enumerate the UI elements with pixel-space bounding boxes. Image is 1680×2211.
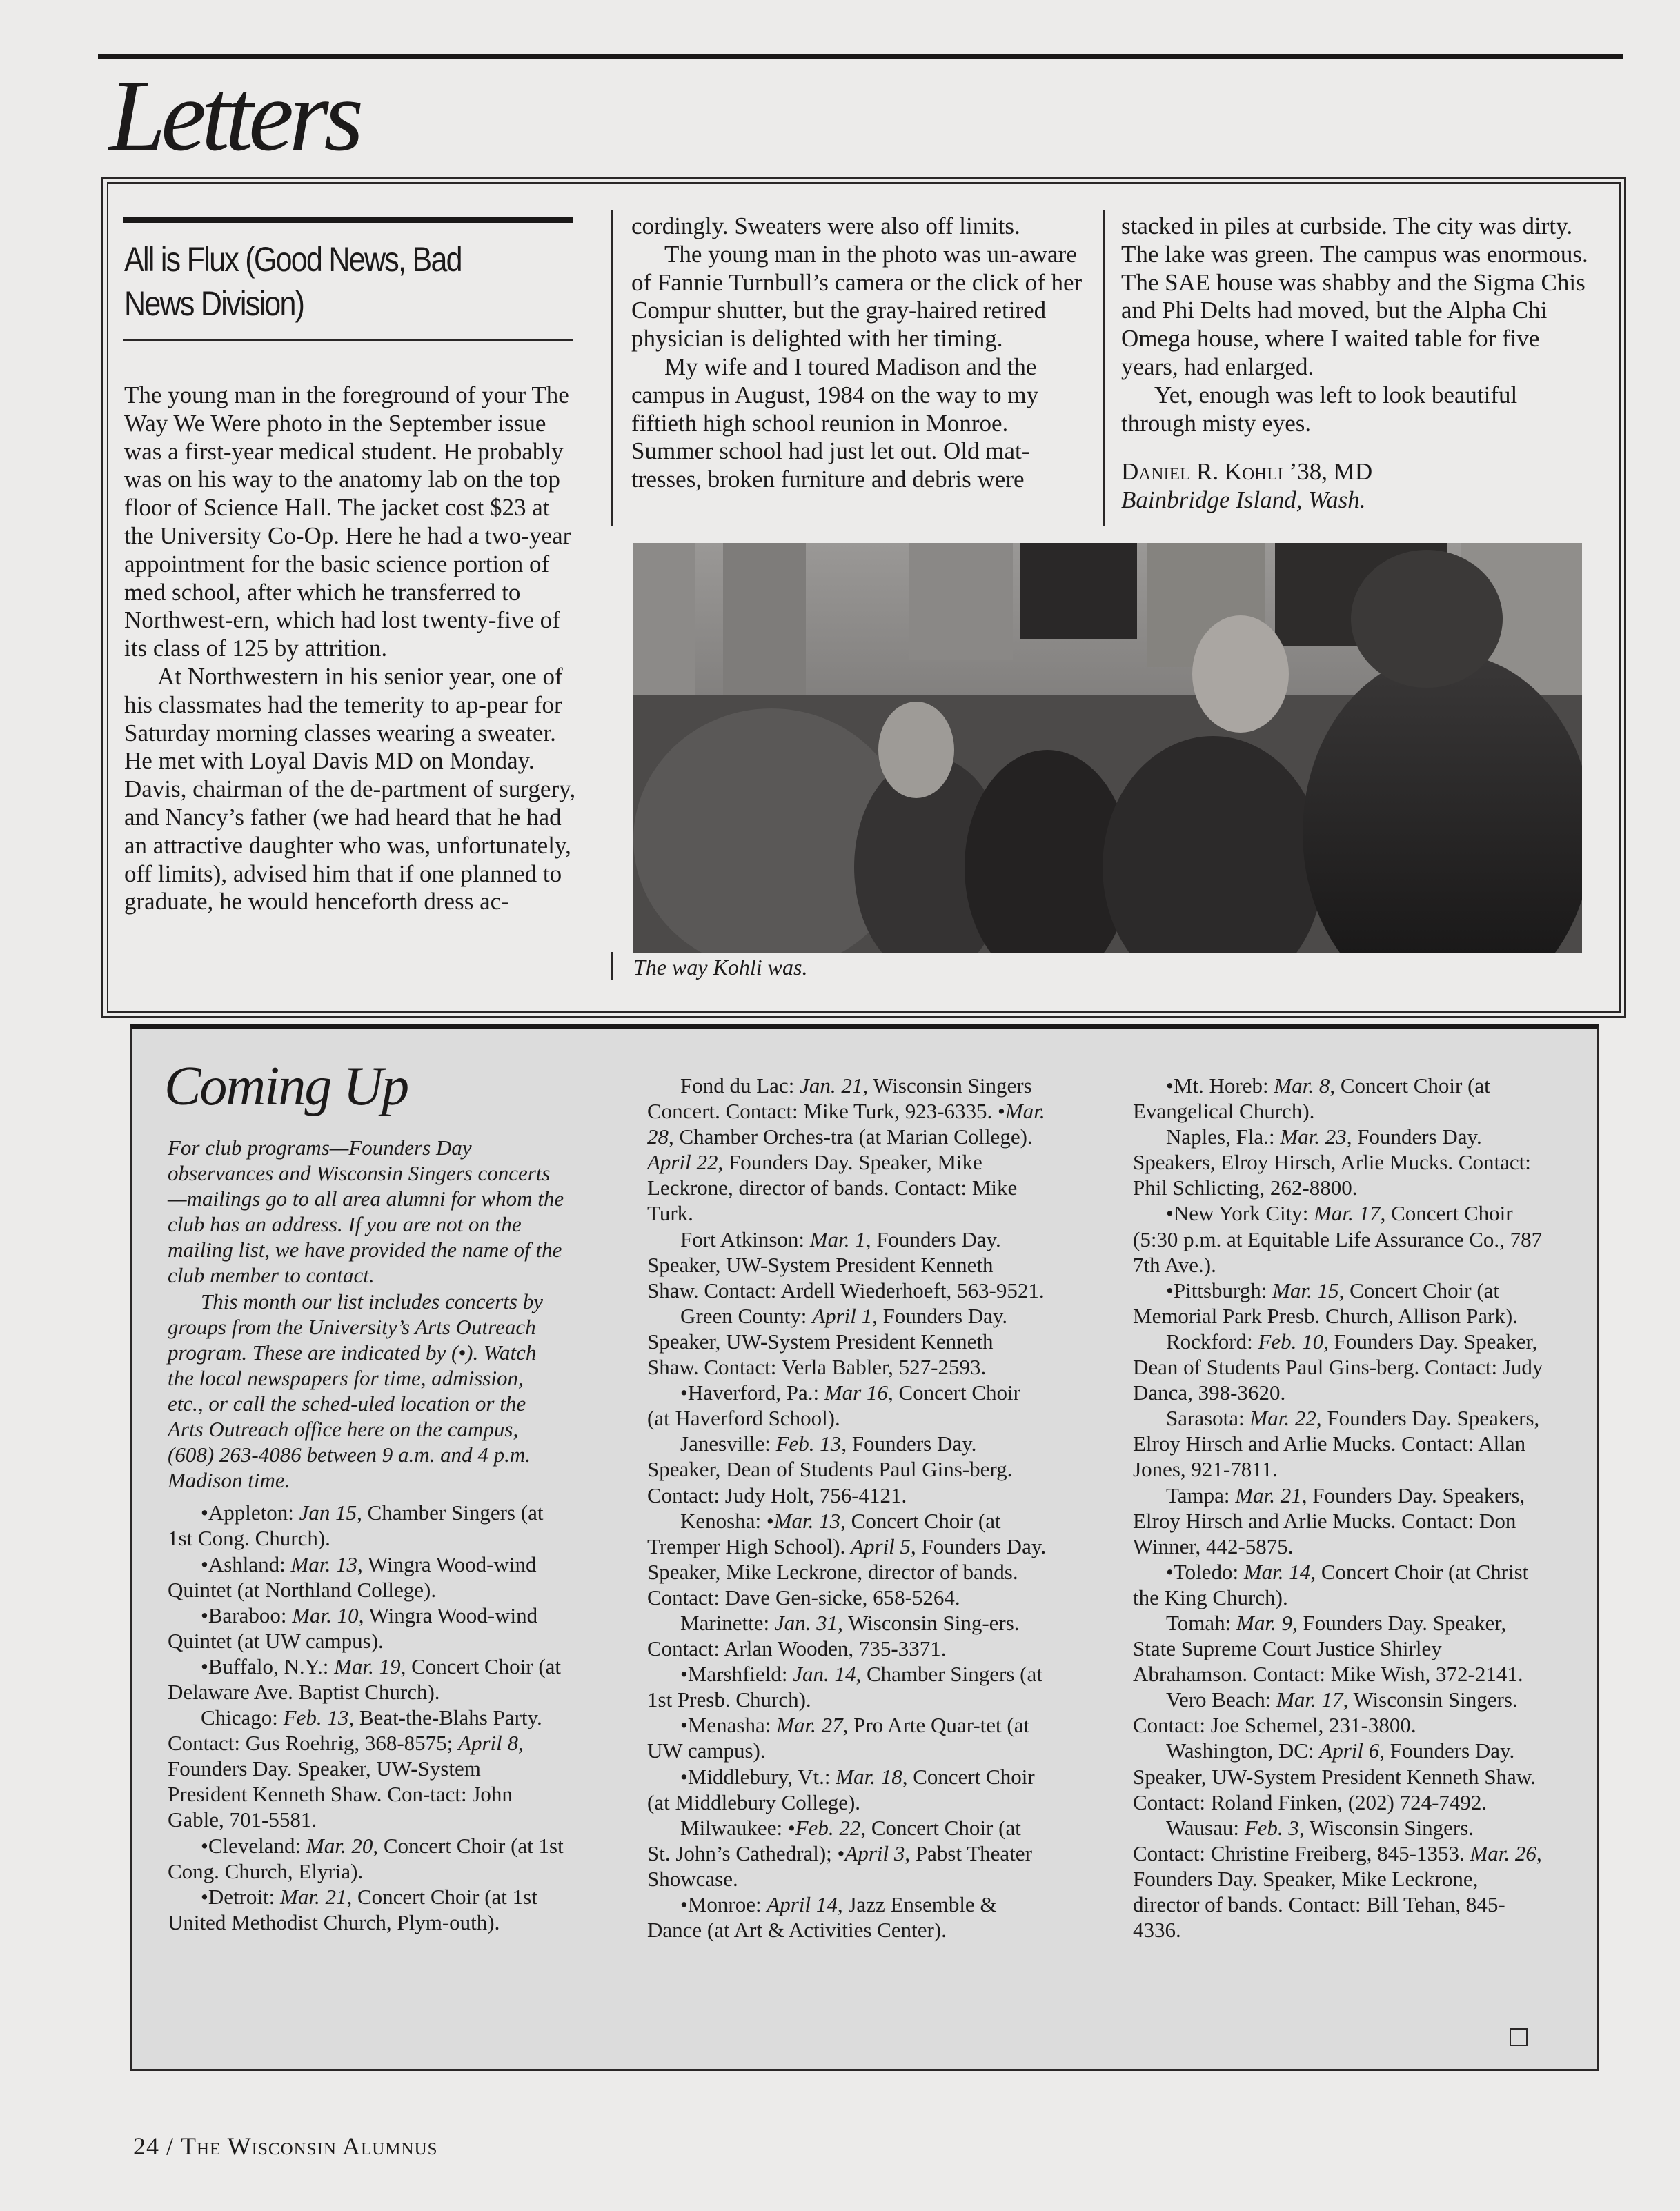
event-date: Mar. 21: [1235, 1483, 1302, 1507]
event-date: April 1: [812, 1303, 873, 1328]
event-text: Fort Atkinson:: [680, 1227, 810, 1251]
event-text: •Menasha:: [680, 1713, 777, 1738]
event-entry: [647, 1610, 1047, 1661]
event-text: , Jazz Ensemble & Dance (at Art & Activities Center).: [647, 1892, 997, 1943]
event-text: , Founders Day. Speaker, Mike Leckrone, director of bands. Contact: Dave Gen-sicke, 658-5264.: [647, 1534, 1047, 1609]
event-text: , Concert Choir (at 1st Cong. Church, Elyria).: [168, 1833, 564, 1883]
event-text: , Concert Choir (at Delaware Ave. Baptist Church).: [168, 1654, 562, 1704]
letter-paragraph: Yet, enough was left to look beautiful through misty eyes.: [1121, 381, 1518, 437]
event-text: , Founders Day. Speakers, Elroy Hirsch and Arlie Mucks. Contact: Allan Jones, 921-7811.: [1133, 1406, 1540, 1482]
event-entry: [1133, 1610, 1547, 1687]
event-entry: [168, 1603, 564, 1654]
event-text: •Buffalo, N.Y.:: [201, 1654, 335, 1678]
event-date: Mar. 18: [836, 1764, 902, 1789]
event-text: , Wingra Wood-wind Quintet (at UW campus).: [168, 1603, 538, 1653]
event-text: , Concert Choir (at Tremper High School).: [647, 1508, 1001, 1558]
event-text: , Founders Day. Speaker, UW-System President Kenneth Shaw. Con-tact: John Gable, 701-5581.: [168, 1731, 524, 1832]
publication-name: The Wisconsin Alumnus: [181, 2132, 438, 2160]
event-text: Green County:: [680, 1303, 813, 1328]
event-text: , Founders Day. Speaker, UW-System President Kenneth Shaw. Contact: Verla Babler, 527-2593.: [647, 1303, 1008, 1380]
signature-name: Daniel R. Kohli ’38, MD: [1121, 458, 1373, 486]
event-date: April 3: [844, 1841, 905, 1865]
letter-column-1: [124, 381, 584, 916]
event-entry: [647, 1815, 1047, 1892]
event-date: Feb. 13: [775, 1431, 842, 1456]
event-date: Mar. 20: [306, 1833, 373, 1858]
event-date: Feb. 13: [283, 1705, 349, 1730]
event-text: •Toledo:: [1166, 1559, 1244, 1584]
event-text: , Chamber Singers (at 1st Cong. Church).: [168, 1500, 544, 1551]
event-entry: [168, 1884, 564, 1935]
letter-column-3: [1121, 212, 1594, 515]
photo-caption: The way Kohli was.: [633, 955, 808, 980]
event-entry: [168, 1833, 564, 1884]
event-text: •Monroe:: [680, 1892, 767, 1916]
signature-location: Bainbridge Island, Wash.: [1121, 486, 1366, 514]
event-date: Mar. 23: [1280, 1124, 1347, 1149]
event-date: Jan. 14: [793, 1662, 856, 1687]
event-entry: [647, 1073, 1047, 1227]
coming-up-column-3: [1133, 1073, 1547, 1943]
page-number: 24: [133, 2132, 159, 2160]
event-text: •Middlebury, Vt.:: [680, 1764, 836, 1789]
event-text: , Wisconsin Sing-ers. Contact: Arlan Wooden, 735-3371.: [647, 1610, 1020, 1661]
event-entry: [1133, 1687, 1547, 1738]
coming-up-intro: For club programs—Founders Day observances and Wisconsin Singers concerts—mailings go to all area alumni for whom the club has an address. If you are not on the mailing list, we have provided the name of the club member to contact.: [168, 1136, 564, 1288]
column-divider: [1103, 210, 1105, 526]
event-text: Marinette:: [680, 1610, 775, 1635]
event-entry: [1133, 1815, 1547, 1943]
letter-paragraph: stacked in piles at curbside. The city was dirty. The lake was green. The campus was enormous. The SAE house was shabby and the Sigma Chis and Phi Delts had moved, but the Alpha Chi Omega house, where I waited table for five years, had enlarged.: [1121, 212, 1588, 380]
event-text: , Concert Choir (at St. John’s Cathedral); •: [647, 1815, 1021, 1865]
event-entry: [168, 1705, 564, 1832]
footer-separator: /: [166, 2132, 175, 2160]
event-date: Mar. 1: [809, 1227, 866, 1251]
event-date: Mar. 10: [292, 1603, 359, 1627]
coming-up-title: Coming Up: [164, 1056, 408, 1117]
event-date: Mar. 15: [1272, 1278, 1339, 1302]
event-date: Jan. 21: [800, 1073, 863, 1098]
event-text: •Baraboo:: [201, 1603, 293, 1627]
event-entry: [168, 1654, 564, 1705]
event-date: Mar. 27: [776, 1713, 843, 1738]
page-footer: [133, 2132, 438, 2161]
event-date: April 6: [1319, 1738, 1380, 1763]
event-date: Jan 15: [299, 1500, 357, 1525]
event-text: , Founders Day. Speaker, UW-System President Kenneth Shaw. Contact: Ardell Wiederhoeft, 563-9521.: [647, 1227, 1045, 1302]
letter-paragraph: The young man in the photo was un-aware of Fannie Turnbull’s camera or the click of her Compur shutter, but the gray-haired retired physician is delighted with her timing.: [631, 240, 1083, 353]
letter-paragraph: My wife and I toured Madison and the campus in August, 1984 on the way to my fiftieth high school reunion in Monroe. Summer school had just let out. Old mat-tresses, broken furniture and debris were: [631, 353, 1039, 493]
event-text: •Ashland:: [201, 1551, 291, 1576]
event-date: Mar. 14: [1243, 1559, 1311, 1584]
event-entry: [647, 1227, 1047, 1303]
event-text: Chicago:: [201, 1705, 284, 1730]
coming-up-column-2: [647, 1073, 1047, 1943]
event-text: Rockford:: [1166, 1329, 1258, 1354]
event-date: Mar. 17: [1314, 1201, 1381, 1226]
historical-photo: [633, 543, 1582, 953]
event-text: , Concert Choir (at Middlebury College).: [647, 1764, 1035, 1814]
event-text: , Founders Day. Speaker, Mike Leckrone, director of bands. Contact: Bill Tehan, 845-4336.: [1133, 1841, 1542, 1943]
event-text: Wausau:: [1166, 1815, 1245, 1840]
event-date: Jan. 31: [774, 1610, 838, 1635]
letter-headline: All is Flux (Good News, Bad News Division): [124, 240, 462, 323]
section-title: Letters: [109, 59, 359, 172]
photo-illustration: [633, 543, 1582, 953]
event-text: Kenosha: •: [680, 1508, 774, 1533]
event-entry: [647, 1892, 1047, 1943]
event-date: April 5: [851, 1534, 911, 1558]
event-text: , Founders Day. Speaker, State Supreme Court Justice Shirley Abrahamson. Contact: Mike Wish, 372-2141.: [1133, 1610, 1523, 1687]
event-text: , Founders Day. Speakers, Elroy Hirsch, Arlie Mucks. Contact: Phil Schlicting, 262-8800.: [1133, 1124, 1531, 1200]
event-text: Tomah:: [1166, 1610, 1237, 1635]
event-text: , Pabst Theater Showcase.: [647, 1841, 1032, 1891]
event-entry: [1133, 1278, 1547, 1329]
letter-column-2: [631, 212, 1087, 494]
event-text: •Mt. Horeb:: [1166, 1073, 1274, 1098]
event-text: •Detroit:: [201, 1884, 281, 1909]
letter-paragraph: cordingly. Sweaters were also off limits.: [631, 212, 1020, 239]
event-text: •New York City:: [1166, 1201, 1314, 1226]
event-entry: [1133, 1329, 1547, 1405]
event-date: Mar. 28: [647, 1099, 1045, 1149]
event-entry: [647, 1508, 1047, 1610]
event-text: Fond du Lac:: [680, 1073, 800, 1098]
event-date: Mar. 19: [334, 1654, 401, 1678]
coming-up-column-1: [168, 1135, 564, 1935]
event-text: , Wingra Wood-wind Quintet (at Northland College).: [168, 1551, 537, 1602]
event-text: , Beat-the-Blahs Party. Contact: Gus Roehrig, 368-8575;: [168, 1705, 542, 1756]
event-text: , Concert Choir (at Christ the King Church).: [1133, 1559, 1529, 1609]
event-entry: [1133, 1483, 1547, 1559]
event-date: Mar 16: [824, 1380, 888, 1405]
event-date: Mar. 8: [1274, 1073, 1330, 1098]
event-text: Janesville:: [680, 1431, 776, 1456]
event-text: Sarasota:: [1166, 1406, 1250, 1431]
event-text: Naples, Fla.:: [1166, 1124, 1281, 1149]
event-entry: [1133, 1738, 1547, 1814]
event-text: Tampa:: [1166, 1483, 1236, 1507]
event-date: Feb. 10: [1258, 1329, 1324, 1354]
event-entry: [647, 1712, 1047, 1763]
event-text: , Chamber Orches-tra (at Marian College).: [669, 1124, 1033, 1149]
headline-rule-bottom: [123, 339, 573, 341]
letter-paragraph: The young man in the foreground of your The Way We Were photo in the September issue was a first-year medical student. He probably was on his way to the anatomy lab on the top floor of Science Hall. The jacket cost $23 at the University Co-Op. Here he had a two-year appointment for the basic science portion of med school, after which he transferred to Northwest-ern, which had lost twenty-five of its class of 125 by attrition.: [124, 381, 571, 662]
event-text: , Concert Choir (at Haverford School).: [647, 1380, 1020, 1431]
event-entry: [1133, 1559, 1547, 1610]
event-date: Mar. 21: [280, 1884, 347, 1909]
event-text: , Wisconsin Singers Concert. Contact: Mike Turk, 923-6335. •: [647, 1073, 1032, 1124]
event-text: Vero Beach:: [1166, 1687, 1277, 1712]
event-date: Mar. 26: [1470, 1841, 1536, 1865]
event-text: •Haverford, Pa.:: [680, 1380, 824, 1405]
event-entry: [647, 1431, 1047, 1507]
event-entry: [647, 1380, 1047, 1431]
event-text: , Chamber Singers (at 1st Presb. Church).: [647, 1662, 1042, 1712]
event-text: •Marshfield:: [680, 1662, 793, 1687]
coming-up-intro: This month our list includes concerts by groups from the University’s Arts Outreach program. These are indicated by (•). Watch the local newspapers for time, admission, etc., or call the sched-uled location or the Arts Outreach office here on the campus, (608) 263-4086 between 9 a.m. and 4 p.m. Madison time.: [168, 1289, 543, 1493]
event-date: Mar. 13: [290, 1551, 357, 1576]
event-text: , Pro Arte Quar-tet (at UW campus).: [647, 1713, 1030, 1763]
end-mark-icon: [1510, 2028, 1528, 2046]
event-date: April 22: [647, 1150, 718, 1175]
event-text: , Founders Day. Speaker, Dean of Students Paul Gins-berg. Contact: Judy Holt, 756-4121.: [647, 1431, 1013, 1507]
event-text: , Wisconsin Singers. Contact: Christine Freiberg, 845-1353.: [1133, 1815, 1474, 1865]
event-text: , Founders Day. Speaker, Mike Leckrone, director of bands. Contact: Mike Turk.: [647, 1150, 1018, 1226]
event-text: , Concert Choir (at Evangelical Church).: [1133, 1073, 1490, 1124]
event-date: Feb. 3: [1244, 1815, 1299, 1840]
event-date: Mar. 17: [1276, 1687, 1343, 1712]
event-text: , Concert Choir (at Memorial Park Presb. Church, Allison Park).: [1133, 1278, 1518, 1328]
event-date: Mar. 9: [1236, 1610, 1292, 1635]
event-text: , Wisconsin Singers. Contact: Joe Schemel, 231-3800.: [1133, 1687, 1518, 1738]
event-text: Milwaukee: •: [680, 1815, 795, 1840]
caption-rule: [611, 952, 613, 980]
headline-rule-top: [123, 217, 573, 223]
event-date: April 14: [767, 1892, 838, 1916]
event-date: Mar. 22: [1249, 1406, 1316, 1431]
event-entry: [1133, 1200, 1547, 1277]
event-text: •Pittsburgh:: [1166, 1278, 1273, 1302]
event-text: •Cleveland:: [201, 1833, 306, 1858]
letter-paragraph: At Northwestern in his senior year, one of his classmates had the temerity to ap-pear for Saturday morning classes wearing a sweater. He met with Loyal Davis MD on Monday. Davis, chairman of the de-partment of surgery, and Nancy’s father (we had heard that he had an attractive daughter who was, unfortunately, off limits), advised him that if one planned to graduate, he would henceforth dress ac-: [124, 662, 576, 915]
event-text: , Founders Day. Speakers, Elroy Hirsch and Arlie Mucks. Contact: Don Winner, 442-5875.: [1133, 1483, 1525, 1558]
event-entry: [168, 1500, 564, 1551]
event-entry: [1133, 1405, 1547, 1482]
event-entry: [1133, 1124, 1547, 1200]
event-text: , Founders Day. Speaker, UW-System President Kenneth Shaw. Contact: Roland Finken, (202) 724-7492.: [1133, 1738, 1536, 1814]
event-text: , Concert Choir (at 1st United Methodist Church, Plym-outh).: [168, 1884, 537, 1934]
event-text: •Appleton:: [201, 1500, 299, 1525]
column-divider: [611, 210, 613, 526]
event-entry: [647, 1303, 1047, 1380]
event-text: , Founders Day. Speaker, Dean of Students Paul Gins-berg. Contact: Judy Danca, 398-3620.: [1133, 1329, 1543, 1405]
event-date: April 8: [458, 1731, 519, 1756]
event-entry: [1133, 1073, 1547, 1124]
header-rule: [98, 54, 1623, 59]
event-entry: [647, 1764, 1047, 1815]
event-text: , Concert Choir (5:30 p.m. at Equitable Life Assurance Co., 787 7th Ave.).: [1133, 1201, 1543, 1277]
event-text: Washington, DC:: [1166, 1738, 1320, 1763]
event-date: Mar. 13: [773, 1508, 841, 1533]
event-entry: [168, 1551, 564, 1603]
event-entry: [647, 1661, 1047, 1712]
event-date: Feb. 22: [795, 1815, 861, 1840]
